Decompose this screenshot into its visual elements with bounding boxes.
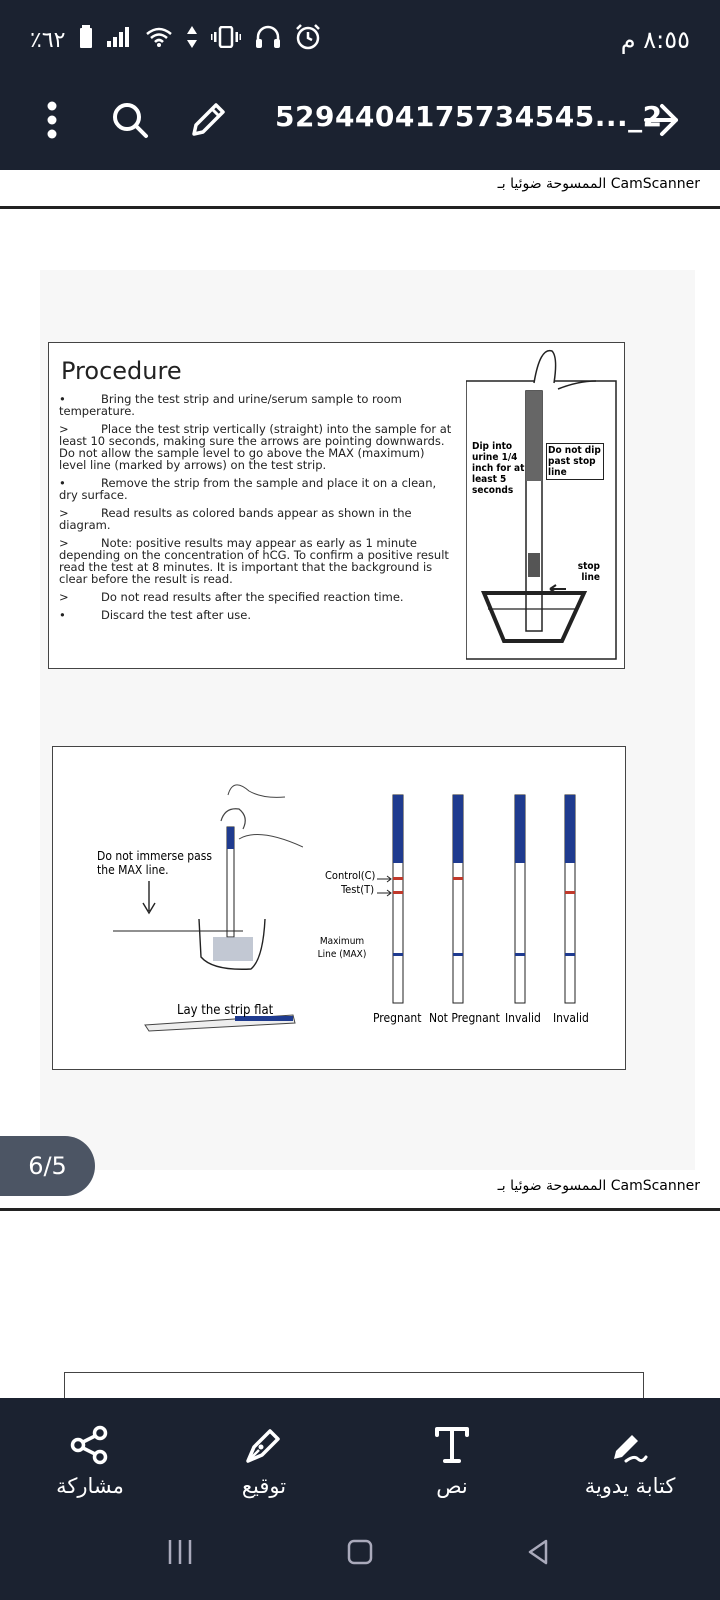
procedure-list [59,393,454,627]
procedure-item: • Bring the test strip and urine/serum sample to room temperature. [59,392,402,418]
page-divider [0,1208,720,1211]
signal-icon [107,27,131,53]
strip-invalid-1 [515,795,525,1003]
vibrate-icon [211,26,241,54]
battery-icon [79,25,93,55]
edit-pencil-icon[interactable] [186,98,230,142]
scanned-page [40,270,695,1170]
battery-percent: ٪٦٢ [30,27,66,53]
bottom-toolbar [0,1398,720,1600]
text-label: نص [436,1474,468,1498]
dip-into-label: Dip into urine 1/4 inch for at least 5 seconds [472,441,525,496]
signature-pen-icon [194,1420,334,1470]
max-line-label: Maximum Line (MAX) [317,936,367,960]
test-line-label: Test(T) [341,883,375,896]
system-nav-bar [0,1508,720,1588]
app-bar [0,80,720,170]
headphones-icon [255,25,281,55]
strip-not-pregnant [453,795,463,1003]
share-button[interactable] [20,1420,160,1498]
control-line-label: Control(C) [325,869,376,882]
procedure-item: > Do not read results after the specified reaction time. [59,590,404,604]
data-transfer-icon [187,26,197,54]
share-label: مشاركة [56,1474,124,1498]
procedure-box [48,342,625,669]
signature-button[interactable] [194,1420,334,1498]
procedure-item: > Read results as colored bands appear as shown in the diagram. [59,506,412,532]
handwriting-button[interactable] [560,1420,700,1498]
procedure-item: • Remove the strip from the sample and place it on a clean, dry surface. [59,476,437,502]
do-not-dip-label: Do not dip past stop line [546,443,604,480]
stop-line-label: stop line [577,561,600,583]
search-icon[interactable] [108,98,152,142]
signature-label: توقيع [241,1474,287,1498]
procedure-item: > Note: positive results may appear as early as 1 minute depending on the concentration of hCG. To confirm a positive result read the test at 8 minutes. It is important that the background is clear before the result is read. [59,536,449,586]
dip-figure [466,343,618,661]
status-bar [0,0,720,80]
procedure-item: • Discard the test after use. [59,608,252,622]
document-title: 5294404175734545..._2 [275,100,663,133]
more-vert-icon[interactable] [30,98,74,142]
page-divider [0,206,720,209]
recent-apps-icon[interactable] [160,1532,200,1572]
share-icon [20,1420,160,1470]
status-icons [30,24,321,56]
result-label-not-pregnant: Not Pregnant [429,1011,500,1025]
next-page-preview [64,1372,644,1398]
home-icon[interactable] [340,1532,380,1572]
camscanner-label: الممسوحة ضوئيا بـ CamScanner [497,176,700,192]
results-diagram-box [52,746,626,1070]
clock: ٨:٥٥ م [620,26,690,54]
dip-illustration [466,343,618,661]
document-viewer[interactable] [0,170,720,1398]
page-indicator: 6/5 [0,1136,95,1196]
immersion-illustration [53,747,303,1067]
procedure-item: > Place the test strip vertically (straight) into the sample for at least 10 seconds, making sure the arrows are pointing downwards. Do not allow the sample level to go above the MAX (maximum) level line (marked by arrows) on the test strip. [59,422,452,472]
text-button[interactable] [382,1420,522,1498]
alarm-icon [295,24,321,56]
result-label-invalid-1: Invalid [505,1011,541,1025]
handwriting-icon [560,1420,700,1470]
result-label-invalid-2: Invalid [553,1011,589,1025]
do-not-immerse-label: Do not immerse pass the MAX line. [97,849,212,877]
handwriting-label: كتابة يدوية [584,1474,676,1498]
strip-pregnant [393,795,403,1003]
wifi-icon [145,26,173,54]
back-icon[interactable] [518,1532,558,1572]
camscanner-label: الممسوحة ضوئيا بـ CamScanner [497,1178,700,1194]
procedure-title: Procedure [61,357,182,385]
arrow-forward-icon[interactable] [640,98,684,142]
lay-flat-label: Lay the strip flat [177,1003,274,1018]
result-strips [369,787,619,1017]
text-icon [382,1420,522,1470]
result-label-pregnant: Pregnant [373,1011,422,1025]
immersion-figure [53,747,303,1067]
strip-invalid-2 [565,795,575,1003]
